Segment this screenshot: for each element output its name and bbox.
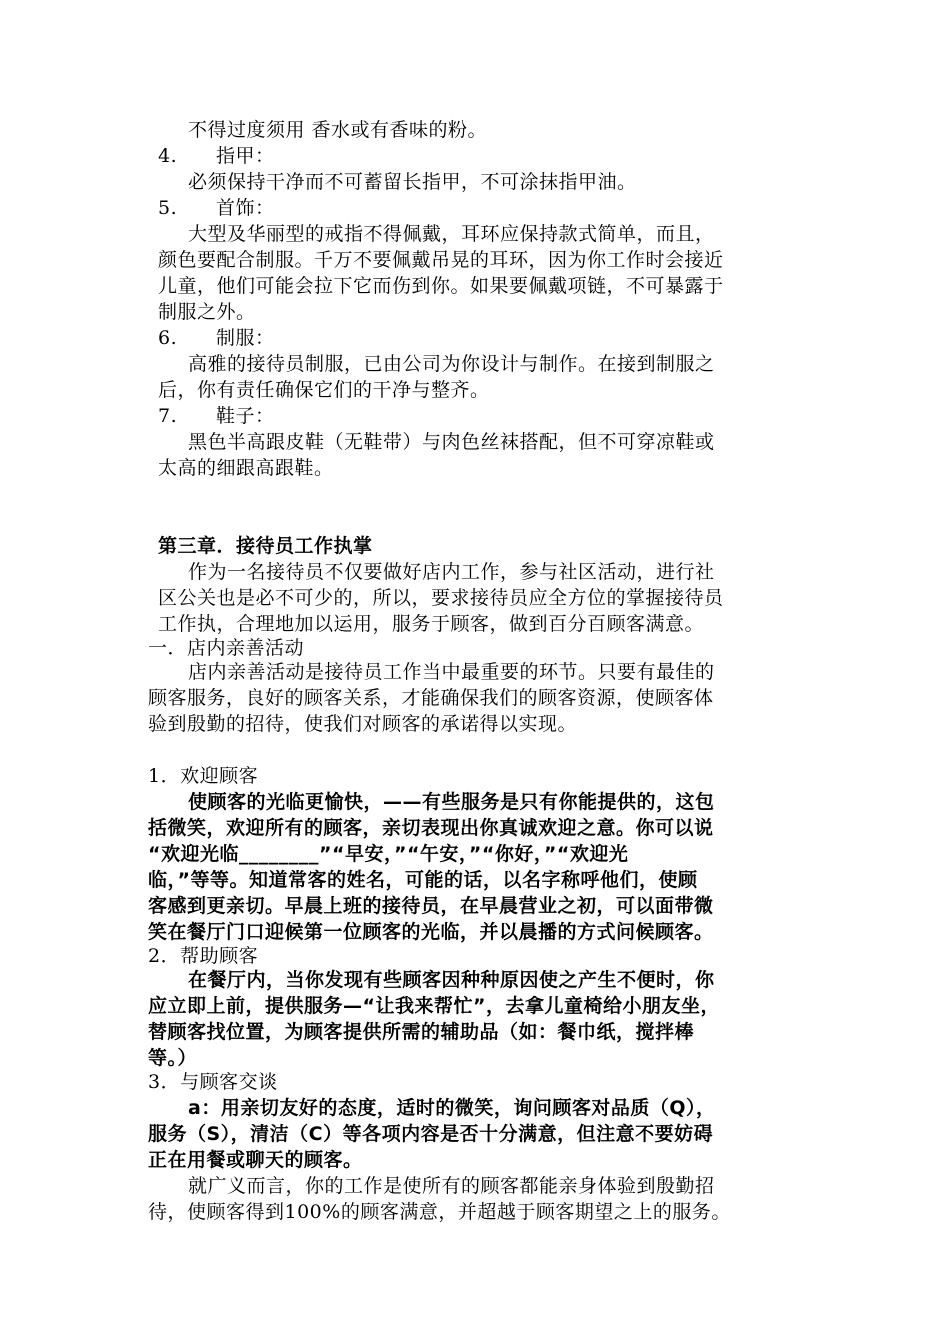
paragraph-line: 不得过度须用 香水或有香味的粉。 <box>188 119 488 141</box>
paragraph-line: 笑在餐厅门口迎候第一位顾客的光临，并以晨播的方式问候顾客。 <box>148 921 714 943</box>
list-number: 6. <box>158 327 178 349</box>
paragraph-line: 等。） <box>148 1047 198 1069</box>
list-item-heading <box>158 143 275 169</box>
paragraph-line: 后，你有责任确保它们的干净与整齐。 <box>158 379 490 401</box>
paragraph-line: 区公关也是必不可少的，所以，要求接待员应全方位的掌握接待员 <box>158 587 724 609</box>
paragraph-line: 使顾客的光临更愉快，——有些服务是只有你能提供的，这包 <box>188 791 715 813</box>
paragraph-line: 替顾客找位置，为顾客提供所需的辅助品（如：餐巾纸，搅拌棒 <box>148 1021 695 1043</box>
paragraph-line: 客感到更亲切。早晨上班的接待员，在早晨营业之初，可以面带微 <box>148 895 714 917</box>
paragraph-line: 临，”等等。知道常客的姓名，可能的话，以名字称呼他们，使顾 <box>148 869 698 891</box>
list-title: 首饰： <box>216 197 275 219</box>
paragraph-line: 大型及华丽型的戒指不得佩戴，耳环应保持款式简单，而且， <box>188 223 715 245</box>
paragraph-line: 就广义而言，你的工作是使所有的顾客都能亲身体验到殷勤招 <box>188 1175 715 1197</box>
paragraph-line: 应立即上前，提供服务—“让我来帮忙”，去拿儿童椅给小朋友坐， <box>148 995 720 1017</box>
paragraph-line: 正在用餐或聊天的顾客。 <box>148 1149 363 1171</box>
paragraph-line: 作为一名接待员不仅要做好店内工作，参与社区活动，进行社 <box>188 561 715 583</box>
list-item-heading <box>158 403 275 429</box>
paragraph-line: 黑色半高跟皮鞋（无鞋带）与肉色丝袜搭配，但不可穿凉鞋或 <box>188 431 715 453</box>
paragraph-line: 太高的细跟高跟鞋。 <box>158 457 334 479</box>
list-title: 制服： <box>216 327 275 349</box>
paragraph-line: 顾客服务，良好的顾客关系，才能确保我们的顾客资源，使顾客体 <box>148 687 714 709</box>
paragraph-line: 必须保持干净而不可蓄留长指甲，不可涂抹指甲油。 <box>188 171 637 193</box>
paragraph-line: 服务（S），清洁（C）等各项内容是否十分满意，但注意不要妨碍 <box>148 1123 714 1145</box>
subsection-heading: 2．帮助顾客 <box>148 945 259 967</box>
paragraph-line: 颜色要配合制服。千万不要佩戴吊晃的耳环，因为你工作时会接近 <box>158 249 724 271</box>
paragraph-line: a：用亲切友好的态度，适时的微笑，询问顾客对品质（Q）， <box>188 1097 716 1119</box>
paragraph-line: 验到殷勤的招待，使我们对顾客的承诺得以实现。 <box>148 713 578 735</box>
list-title: 鞋子： <box>216 405 275 427</box>
paragraph-line: 工作执，合理地加以运用，服务于顾客，做到百分百顾客满意。 <box>158 613 705 635</box>
paragraph-line: 括微笑，欢迎所有的顾客，亲切表现出你真诚欢迎之意。你可以说 <box>148 817 714 839</box>
paragraph-line: 儿童，他们可能会拉下它而伤到你。如果要佩戴项链，不可暴露于 <box>158 275 724 297</box>
paragraph-line: 待，使顾客得到100%的顾客满意，并超越于顾客期望之上的服务。 <box>148 1201 731 1223</box>
paragraph-line: 制服之外。 <box>158 301 256 323</box>
subsection-heading: 1．欢迎顾客 <box>148 765 259 787</box>
chapter-title: 第三章．接待员工作执掌 <box>158 535 373 557</box>
list-item-heading <box>158 325 275 351</box>
paragraph-line: 店内亲善活动是接待员工作当中最重要的环节。只要有最佳的 <box>188 661 715 683</box>
list-number: 5. <box>158 197 178 219</box>
list-number: 7. <box>158 405 178 427</box>
section-heading: 一．店内亲善活动 <box>148 637 305 659</box>
paragraph-line: “欢迎光临________”“早安，”“午安，”“你好，”“欢迎光 <box>148 843 629 865</box>
list-number: 4. <box>158 145 178 167</box>
paragraph-line: 在餐厅内，当你发现有些顾客因种种原因使之产生不便时，你 <box>188 969 715 991</box>
list-item-heading <box>158 195 275 221</box>
list-title: 指甲： <box>216 145 275 167</box>
paragraph-line: 高雅的接待员制服，已由公司为你设计与制作。在接到制服之 <box>188 353 715 375</box>
subsection-heading: 3．与顾客交谈 <box>148 1071 278 1093</box>
